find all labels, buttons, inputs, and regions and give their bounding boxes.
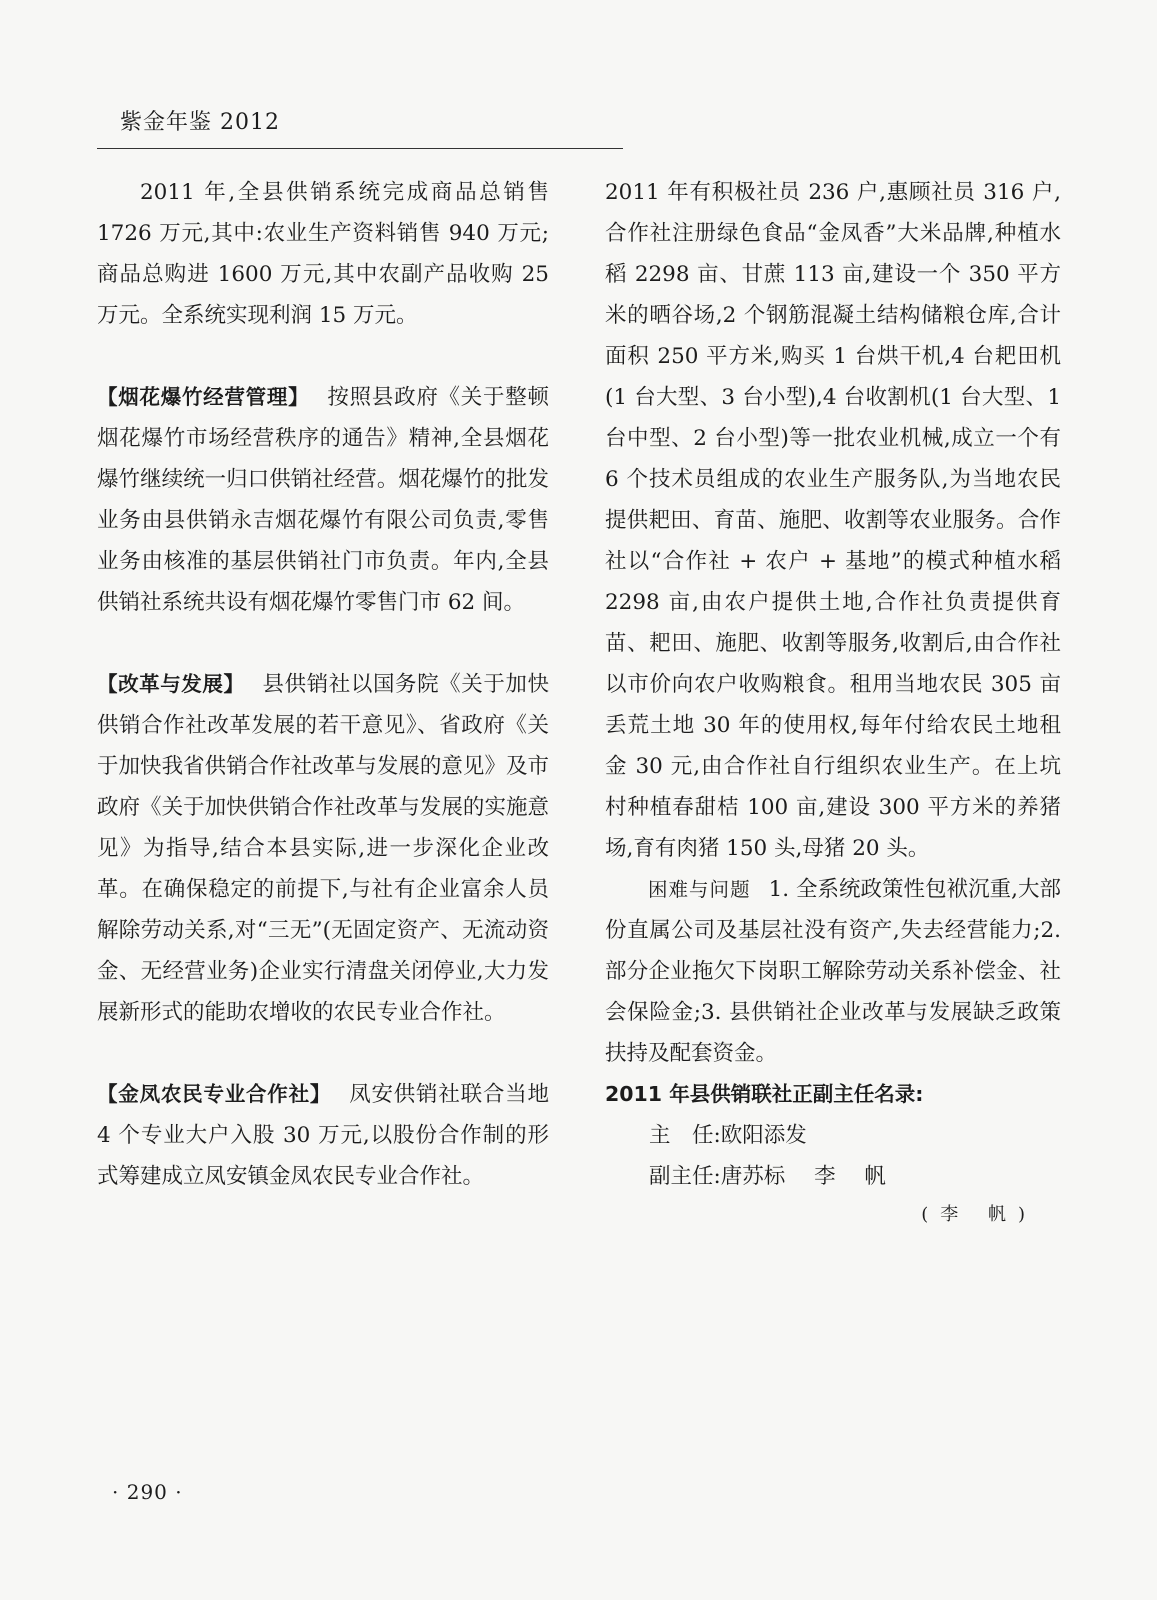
director-label: 主 任: [649, 1123, 721, 1148]
deputy-director-label: 副主任: [649, 1164, 721, 1189]
cooperative-section-text: 凤安供销社联合当地 4 个专业大户入股 30 万元,以股份合作制的形式筹建成立凤安镇金凤农民专业合作社。 [97, 1082, 549, 1189]
cooperative-section-title: 【金凤农民专业合作社】 [97, 1082, 332, 1106]
right-column [605, 172, 1061, 1233]
page-number: · 290 · [112, 1480, 183, 1504]
fireworks-section-text: 按照县政府《关于整顿烟花爆竹市场经营秩序的通告》精神,全县烟花爆竹继续统一归口供销社经营。烟花爆竹的批发业务由县供销永吉烟花爆竹有限公司负责,零售业务由核准的基层供销社门市负责。年内,全县供销社系统共设有烟花爆竹零售门市 62 间。 [97, 385, 550, 615]
author-credit: (李 帆) [921, 1204, 1037, 1225]
deputy-director-names: 唐苏标 李 帆 [720, 1164, 886, 1189]
problems-paragraph [605, 869, 1061, 1074]
reform-section-text: 县供销社以国务院《关于加快供销合作社改革发展的若干意见》、省政府《关于加快我省供销合作社改革与发展的意见》及市政府《关于加快供销合作社改革与发展的实施意见》为指导,结合本县实际,进一步深化企业改革。在确保稳定的前提下,与社有企业富余人员解除劳动关系,对“三无”(无固定资产、无流动资金、无经营业务)企业实行清盘关闭停业,大力发展新形式的能助农增收的农民专业合作社。 [97, 672, 549, 1025]
problems-title: 困难与问题 [648, 878, 751, 901]
cooperative-section [97, 1074, 549, 1197]
director-name: 欧阳添发 [720, 1123, 807, 1148]
sales-summary-paragraph: 2011 年,全县供销系统完成商品总销售 1726 万元,其中:农业生产资料销售 940 万元;商品总购进 1600 万元,其中农副产品收购 25 万元。全系统实现利润 15 万元。 [97, 180, 549, 328]
problems-text: 1. 全系统政策性包袱沉重,大部份直属公司及基层社没有资产,失去经营能力;2. 部分企业拖欠下岗职工解除劳动关系补偿金、社会保险金;3. 县供销社企业改革与发展缺乏政策扶持及配套资金。 [605, 877, 1061, 1066]
cooperative-continued-paragraph: 2011 年有积极社员 236 户,惠顾社员 316 户,合作社注册绿色食品“金凤香”大米品牌,种植水稻 2298 亩、甘蔗 113 亩,建设一个 350 平方米的晒谷场,2 个钢筋混凝土结构储粮仓库,合计面积 250 平方米,购买 1 台烘干机,4 台耙田机(1 台大型、3 台小型),4 台收割机(1 台大型、1 台中型、2 台小型)等一批农业机械,成立一个有 6 个技术员组成的农业生产服务队,为当地农民提供耙田、育苗、施肥、收割等农业服务。合作社以“合作社 + 农户 + 基地”的模式种植水稻 2298 亩,由农户提供土地,合作社负责提供育苗、耙田、施肥、收割等服务,收割后,由合作社以市价向农户收购粮食。租用当地农民 305 亩丢荒土地 30 年的使用权,每年付给农民土地租金 30 元,由合作社自行组织农业生产。在上坑村种植春甜桔 100 亩,建设 300 平方米的养猪场,育有肉猪 150 头,母猪 20 头。 [605, 180, 1061, 861]
header-rule [97, 148, 623, 149]
left-column [97, 172, 549, 1197]
reform-section [97, 664, 549, 1033]
deputy-director-line [605, 1156, 1061, 1197]
running-head-title: 紫金年鉴 2012 [120, 110, 280, 135]
fireworks-section-title: 【烟花爆竹经营管理】 [97, 385, 310, 409]
officer-list-heading: 2011 年县供销联社正副主任名录: [605, 1082, 924, 1106]
reform-section-title: 【改革与发展】 [97, 672, 245, 696]
director-line [605, 1115, 1061, 1156]
fireworks-section [97, 377, 549, 623]
